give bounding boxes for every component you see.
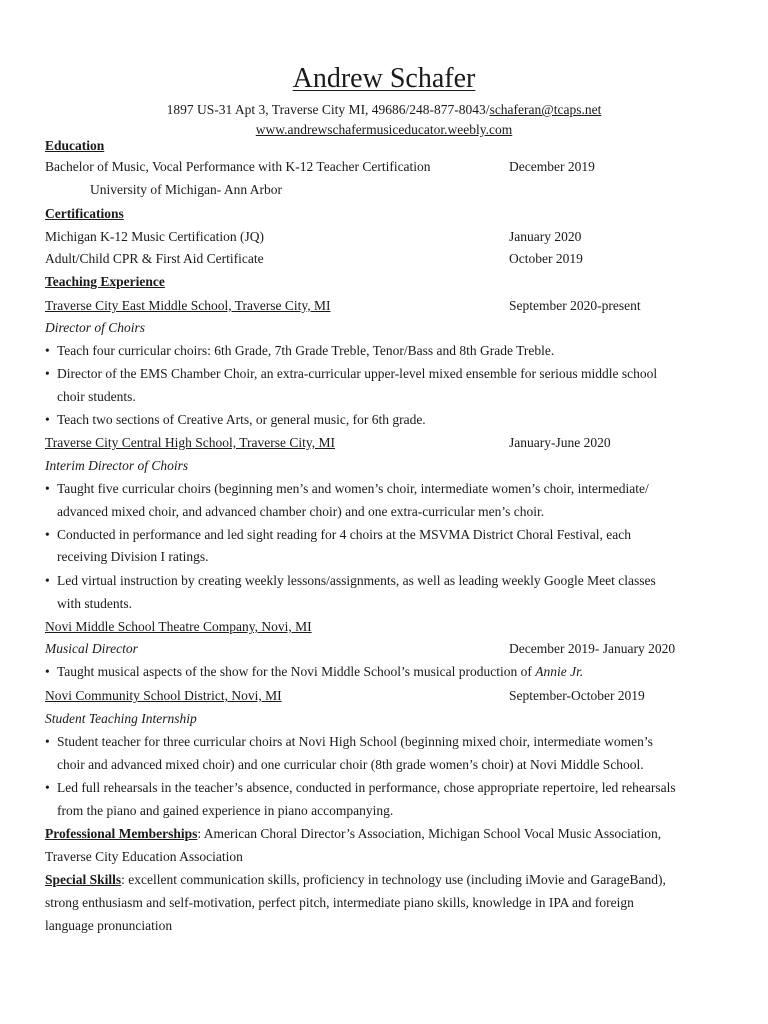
employer: Novi Middle School Theatre Company, Novi, MI	[45, 619, 312, 634]
degree-date: December 2019	[509, 159, 595, 174]
job-date: September 2020-present	[509, 298, 641, 313]
employer: Novi Community School District, Novi, MI	[45, 688, 282, 703]
employer: Traverse City Central High School, Traverse City, MI	[45, 435, 335, 450]
job-bullet: • Director of the EMS Chamber Choir, an extra-curricular upper-level mixed ensemble for serious middle school	[45, 366, 658, 381]
certification-item: Michigan K-12 Music Certification (JQ)	[45, 229, 264, 244]
skills-heading: Special Skills	[45, 872, 122, 887]
job-bullet: • Conducted in performance and led sight reading for 4 choirs at the MSVMA District Choral Festival, each	[45, 527, 631, 542]
candidate-name: Andrew Schafer	[292, 63, 476, 94]
certification-date: October 2019	[509, 251, 583, 266]
skills-line: language pronunciation	[45, 918, 173, 933]
job-date: September-October 2019	[509, 688, 645, 703]
certification-date: January 2020	[509, 229, 582, 244]
education-heading: Education	[45, 138, 105, 153]
job-bullet: • Led virtual instruction by creating weekly lessons/assignments, as well as leading weekly Google Meet classes	[45, 573, 656, 588]
job-bullet: • Teach four curricular choirs: 6th Grade, 7th Grade Treble, Tenor/Bass and 8th Grade Treble.	[45, 343, 555, 358]
employer: Traverse City East Middle School, Traverse City, MI	[45, 298, 331, 313]
job-bullet: • Teach two sections of Creative Arts, or general music, for 6th grade.	[45, 412, 426, 427]
memberships-line: Traverse City Education Association	[45, 849, 243, 864]
job-date: January-June 2020	[509, 435, 611, 450]
job-role: Interim Director of Choirs	[45, 458, 189, 473]
school: University of Michigan- Ann Arbor	[90, 182, 282, 197]
job-bullet-continued: receiving Division I ratings.	[57, 549, 209, 564]
job-role: Student Teaching Internship	[45, 711, 197, 726]
memberships-line: Professional Memberships: American Choral Director’s Association, Michigan School Vocal Music Association,	[45, 826, 662, 841]
job-bullet: • Led full rehearsals in the teacher’s absence, conducted in performance, chose appropriate repertoire, led rehearsals	[45, 780, 676, 795]
contact-line	[0, 101, 768, 119]
degree: Bachelor of Music, Vocal Performance with K-12 Teacher Certification	[45, 159, 431, 174]
job-role: Musical Director	[45, 641, 138, 656]
job-role: Director of Choirs	[45, 320, 146, 335]
job-bullet: • Student teacher for three curricular choirs at Novi High School (beginning mixed choir, intermediate women’s	[45, 734, 653, 749]
skills-line: Special Skills: excellent communication skills, proficiency in technology use (including iMovie and GarageBand),	[45, 872, 666, 887]
job-bullet-continued: choir and advanced mixed choir) and one curricular choir (8th grade women’s choir) at Novi Middle School.	[57, 757, 644, 772]
website-link[interactable]: www.andrewschafermusiceducator.weebly.com	[255, 122, 513, 137]
job-date: December 2019- January 2020	[509, 641, 676, 656]
job-bullet: • Taught five curricular choirs (beginning men’s and women’s choir, intermediate women’s choir, intermediate/	[45, 481, 649, 496]
email-link[interactable]: schaferan@tcaps.net	[489, 102, 602, 117]
contact-address: 1897 US-31 Apt 3, Traverse City MI, 49686/248-877-8043/	[166, 102, 490, 117]
job-bullet-continued: from the piano and gained experience in piano accompanying.	[57, 803, 394, 818]
skills-line: strong enthusiasm and self-motivation, perfect pitch, intermediate piano skills, knowledge in IPA and foreign	[45, 895, 634, 910]
certification-item: Adult/Child CPR & First Aid Certificate	[45, 251, 264, 266]
job-bullet-continued: choir students.	[57, 389, 136, 404]
memberships-heading: Professional Memberships	[45, 826, 198, 841]
production-title: Annie Jr.	[535, 664, 584, 679]
certifications-heading: Certifications	[45, 206, 124, 221]
job-bullet-continued: advanced mixed choir, and advanced chamber choir) and one extra-curricular men’s choir.	[57, 504, 545, 519]
job-bullet-continued: with students.	[57, 596, 133, 611]
website-line	[0, 121, 768, 139]
job-bullet: • Taught musical aspects of the show for the Novi Middle School’s musical production of Annie Jr.	[45, 664, 584, 679]
experience-heading: Teaching Experience	[45, 274, 165, 289]
